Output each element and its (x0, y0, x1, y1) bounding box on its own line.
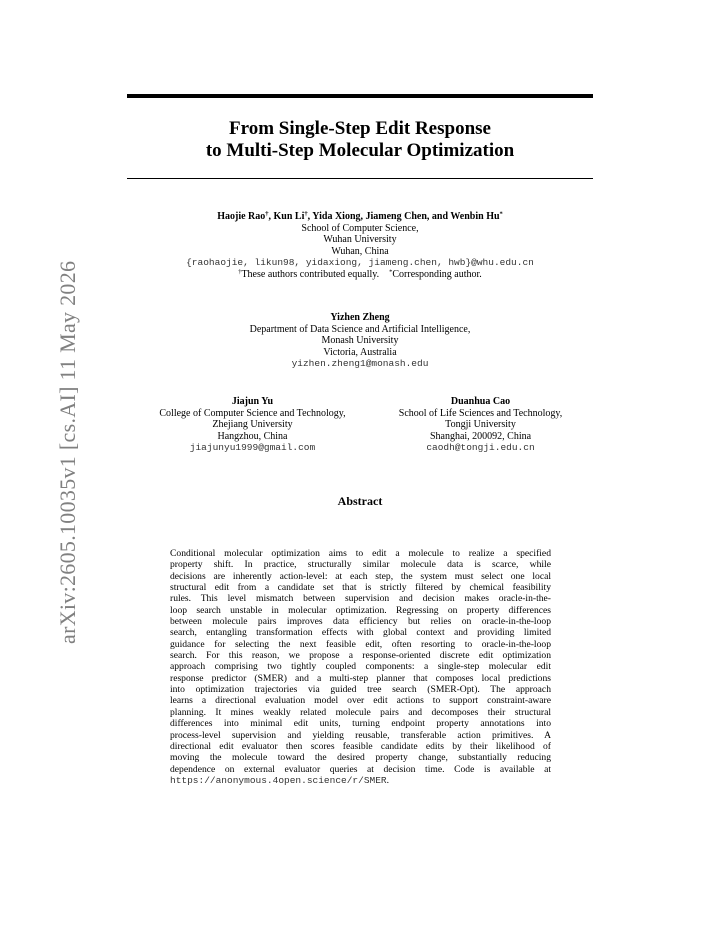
code-link[interactable]: https://anonymous.4open.science/r/SMER (170, 774, 387, 786)
author-location: Hangzhou, China (217, 430, 288, 442)
arxiv-side-stamp (17, 260, 80, 644)
arxiv-identifier: arXiv:2605.10035v1 [cs.AI] 11 May 2026 (55, 260, 80, 644)
abstract-line: loop search unstable in molecular optimization. Regressing on property differences (170, 604, 551, 616)
author-location: Wuhan, China (331, 245, 389, 257)
abstract-line: Conditional molecular optimization aims to edit a molecule to realize a specified (170, 548, 551, 559)
abstract-line: search. For this reason, we propose a response-oriented discrete edit optimization (170, 650, 551, 662)
author-university: Tongji University (445, 419, 516, 431)
abstract-line: guidance for selecting the next feasible edit, often resorting to oracle-in-the-loop (170, 638, 551, 650)
author-university: Zhejiang University (212, 419, 293, 431)
abstract-line: decisions are inherently action-level: at each step, the system must select one local (170, 570, 551, 582)
author-university: Wuhan University (323, 234, 397, 246)
abstract-line: process-level supervision and yielding reusable, transferable action primitives. A (170, 729, 551, 741)
paper-title (127, 118, 593, 162)
title-top-rule (127, 94, 593, 98)
author-department: School of Life Sciences and Technology, (398, 407, 563, 419)
abstract-line: moving the molecule toward the desired property change, substantially reducing (170, 752, 551, 764)
author-names: Haojie Rao†, Kun Li†, Yida Xiong, Jiameng Chen, and Wenbin Hu* (217, 210, 503, 222)
author-group-zju (140, 396, 365, 454)
abstract-line: into optimization trajectories via guided tree search (SMER-Opt). The approach (170, 684, 551, 696)
author-department: School of Computer Science, (301, 222, 419, 234)
paper-title-line-1: From Single-Step Edit Response (229, 118, 491, 139)
abstract-body (170, 548, 551, 786)
author-group-whu (100, 211, 620, 281)
abstract-heading: Abstract (337, 494, 383, 508)
title-bottom-rule (127, 178, 593, 179)
abstract-line: between molecule pairs improves data efficiency but relies on oracle-in-the-loop (170, 616, 551, 628)
abstract-line: dependence on external evaluator queries at decision time. Code is available at (170, 763, 551, 775)
author-footnotes: †These authors contributed equally. *Corresponding author. (238, 268, 482, 280)
abstract-line: structural edit from a candidate set that is strictly filtered by chemical feasibility (170, 582, 551, 594)
abstract-line: planning. It mines weakly related molecule pairs and decomposes their structural (170, 706, 551, 718)
abstract-line: differences into minimal edit units, turning endpoint property annotations into (170, 718, 551, 730)
author-emails: {raohaojie, likun98, yidaxiong, jiameng.chen, hwb}@whu.edu.cn (186, 257, 534, 269)
author-location: Shanghai, 200092, China (429, 430, 532, 442)
abstract-last-line: https://anonymous.4open.science/r/SMER. (170, 774, 390, 786)
author-group-monash (127, 312, 593, 370)
author-email: jiajunyu1999@gmail.com (189, 442, 316, 454)
abstract-line: response predictor (SMER) and a multi-step planner that composes local predictions (170, 672, 551, 684)
author-name: Jiajun Yu (231, 396, 274, 407)
author-location: Victoria, Australia (323, 346, 397, 358)
author-department: College of Computer Science and Technology, (159, 407, 346, 419)
abstract-line: approach comprising two tightly coupled components: a single-step molecular edit (170, 661, 551, 673)
abstract-line: rules. This level mismatch between supervision and decision makes oracle-in-the- (170, 593, 551, 605)
abstract-line: search, entangling transformation effects with global context and providing limited (170, 627, 551, 639)
author-university: Monash University (321, 335, 399, 347)
author-email: yizhen.zheng1@monash.edu (291, 358, 429, 370)
author-name: Duanhua Cao (450, 396, 511, 407)
paper-title-line-2: to Multi-Step Molecular Optimization (205, 140, 515, 161)
author-name: Yizhen Zheng (330, 312, 390, 323)
author-email: caodh@tongji.edu.cn (426, 442, 535, 454)
author-group-tongji (378, 396, 583, 454)
author-department: Department of Data Science and Artificial Intelligence, (249, 323, 471, 335)
abstract-line: property shift. In practice, structurally similar molecule data is scarce, while (170, 559, 551, 571)
abstract-line: learns a directional evaluation model over edit actions to support constraint-aware (170, 695, 551, 707)
abstract-line: directional edit evaluator then scores feasible candidate edits by their likelihood of (170, 740, 551, 752)
